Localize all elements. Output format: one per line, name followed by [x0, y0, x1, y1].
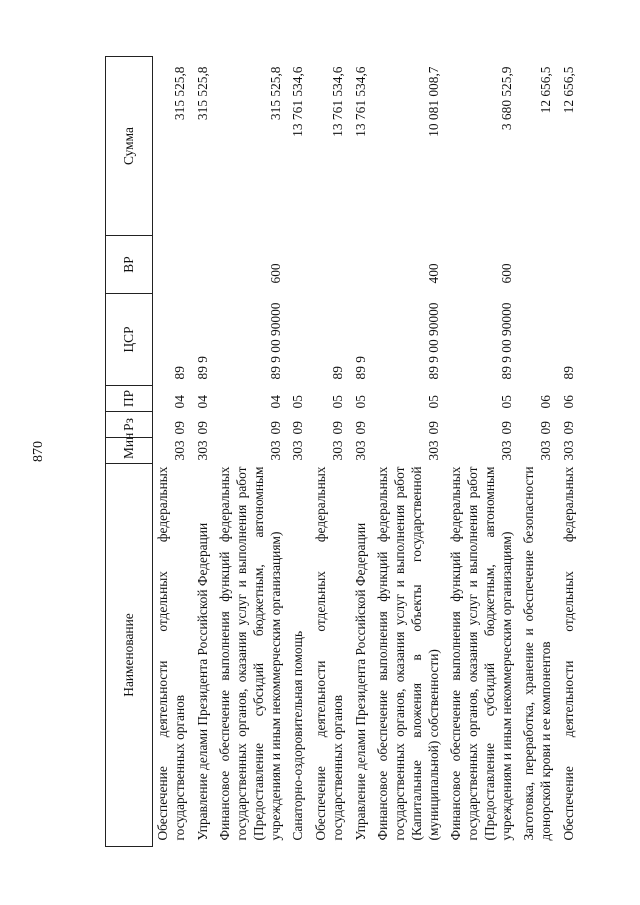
rotated-page: [105, 57, 595, 847]
row-rz: 09: [560, 421, 576, 435]
row-name: Обеспечение деятельности отдельных федеральных государственных органов: [313, 466, 345, 841]
row-sum: 315 525,8: [267, 66, 283, 121]
row-name: Управление делами Президента Российской Федерации: [352, 522, 368, 841]
row-min: 303: [194, 440, 210, 461]
row-min: 303: [538, 440, 553, 461]
header-rz: Рз: [106, 412, 153, 438]
header-pr: ПР: [106, 386, 153, 412]
row-name: Финансовое обеспечение выполнения функций федеральных государственных органов, оказания услуг и выполнения работ (Капитальные вложения в объекты государственной (муниципальной) собственности): [375, 466, 441, 841]
row-csr: [519, 294, 559, 386]
row-csr: 89 9: [194, 356, 210, 380]
row-pr: 04: [171, 395, 187, 409]
row-sum: 13 761 534,6: [290, 66, 306, 137]
row-vr: 400: [425, 263, 441, 284]
row-csr: 89: [329, 366, 345, 380]
row-name: Обеспечение деятельности отдельных федеральных государственных органов: [155, 466, 187, 841]
row-vr: [153, 236, 193, 294]
table-row: [373, 57, 446, 847]
row-vr: 600: [498, 263, 514, 284]
row-csr: [288, 294, 311, 386]
row-min: 303: [267, 440, 283, 461]
row-rz: 09: [267, 421, 283, 435]
row-pr: 05: [329, 395, 345, 409]
row-vr: [288, 236, 311, 294]
row-vr: [311, 236, 351, 294]
table-row: [311, 57, 351, 847]
header-vr: ВР: [106, 236, 153, 294]
row-vr: [559, 236, 582, 294]
row-min: 303: [425, 440, 441, 461]
row-sum: 13 761 534,6: [329, 66, 345, 137]
header-min: Мин: [106, 438, 153, 464]
row-sum: 3 680 525,9: [498, 66, 514, 131]
row-pr: 05: [352, 395, 368, 409]
header-sum: Сумма: [106, 57, 153, 236]
row-pr: 06: [560, 395, 576, 409]
row-csr: 89 9 00 90000: [498, 302, 514, 380]
row-sum: 12 656,5: [538, 66, 553, 114]
row-min: 303: [171, 440, 187, 461]
row-rz: 09: [352, 421, 368, 435]
table-row: [519, 57, 559, 847]
row-rz: 09: [538, 421, 553, 435]
row-csr: 89 9: [352, 356, 368, 380]
row-rz: 09: [171, 421, 187, 435]
table-row: [215, 57, 288, 847]
row-pr: 05: [290, 395, 306, 409]
table-row: [351, 57, 374, 847]
row-name: Финансовое обеспечение выполнения функций федеральных государственных органов, оказания услуг и выполнения работ (Предоставление субсидий бюджетным, автономным учреждениям и иным некоммерческим организациям): [217, 466, 283, 841]
row-csr: 89: [560, 366, 576, 380]
row-name: Заготовка, переработка, хранение и обеспечение безопасности донорской крови и ее компонентов: [521, 466, 553, 841]
row-sum: 13 761 534,6: [352, 66, 368, 137]
row-rz: 09: [498, 421, 514, 435]
row-name: Управление делами Президента Российской Федерации: [194, 522, 210, 841]
row-rz: 09: [290, 421, 306, 435]
row-vr: [193, 236, 216, 294]
table-row: [153, 57, 193, 847]
table-row: [559, 57, 582, 847]
header-name: Наименование: [106, 464, 153, 847]
row-min: 303: [329, 440, 345, 461]
row-pr: 04: [267, 395, 283, 409]
row-pr: 04: [194, 395, 210, 409]
row-rz: 09: [329, 421, 345, 435]
row-pr: 05: [425, 395, 441, 409]
row-csr: 89: [171, 366, 187, 380]
row-pr: 05: [498, 395, 514, 409]
row-sum: 12 656,5: [560, 66, 576, 114]
row-name: Обеспечение деятельности отдельных федеральных: [560, 466, 576, 841]
row-min: 303: [498, 440, 514, 461]
row-name: Санаторно-оздоровительная помощь: [290, 630, 306, 841]
header-csr: ЦСР: [106, 294, 153, 386]
row-min: 303: [290, 440, 306, 461]
table-header-row: [106, 57, 153, 847]
row-pr: 06: [538, 395, 553, 409]
table-row: [288, 57, 311, 847]
row-sum: 315 525,8: [194, 66, 210, 121]
row-rz: 09: [425, 421, 441, 435]
row-vr: [351, 236, 374, 294]
budget-table: [105, 56, 582, 847]
row-csr: 89 9 00 90000: [267, 302, 283, 380]
row-sum: 10 081 008,7: [425, 66, 441, 137]
row-vr: 600: [267, 263, 283, 284]
row-min: 303: [560, 440, 576, 461]
row-name: Финансовое обеспечение выполнения функций федеральных государственных органов, оказания услуг и выполнения работ (Предоставление субсидий бюджетным, автономным учреждениям и иным некоммерческим организациям): [448, 466, 514, 841]
table-row: [193, 57, 216, 847]
row-vr: [519, 236, 559, 294]
row-csr: 89 9 00 90000: [425, 302, 441, 380]
page-number: 870: [31, 441, 46, 462]
row-sum: 315 525,8: [171, 66, 187, 121]
row-rz: 09: [194, 421, 210, 435]
table-row: [446, 57, 519, 847]
row-min: 303: [352, 440, 368, 461]
